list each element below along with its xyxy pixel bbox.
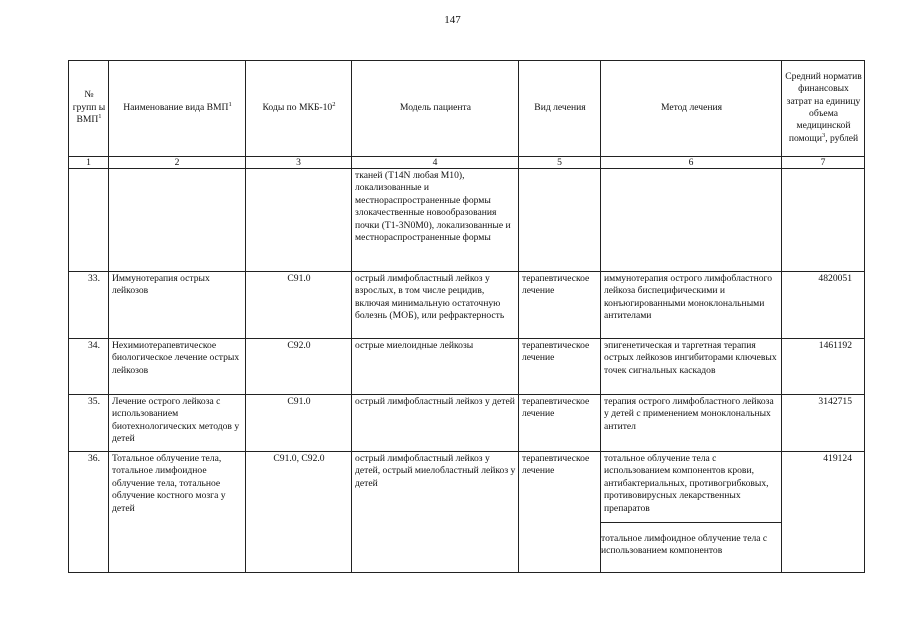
page-number: 147	[444, 14, 461, 26]
table-row	[69, 272, 865, 339]
cost-cell: 419124	[782, 452, 865, 573]
vmp-name-cell: Иммунотерапия острых лейкозов	[109, 272, 246, 339]
column-number: 1	[69, 157, 109, 169]
treatment-method-cell: иммунотерапия острого лимфобластного лейкоза биспецифическими и конъюгированными моноклональными антителами	[601, 272, 782, 339]
icd-code-cell: C92.0	[246, 339, 352, 395]
treatment-type-cell: терапевтическое лечение	[519, 395, 601, 452]
cost-cell: 3142715	[782, 395, 865, 452]
icd-code-cell: C91.0	[246, 272, 352, 339]
vmp-name-cell: Лечение острого лейкоза с использованием биотехнологических методов у детей	[109, 395, 246, 452]
table-row	[69, 452, 865, 573]
vmp-table	[68, 60, 865, 573]
treatment-type-cell: терапевтическое лечение	[519, 272, 601, 339]
column-number: 2	[109, 157, 246, 169]
treatment-type-cell: терапевтическое лечение	[519, 339, 601, 395]
column-number: 5	[519, 157, 601, 169]
column-number: 7	[782, 157, 865, 169]
patient-model-cell: острые миелоидные лейкозы	[352, 339, 519, 395]
treatment-method-cell	[601, 452, 782, 573]
column-number: 3	[246, 157, 352, 169]
patient-model-cell: острый лимфобластный лейкоз у детей	[352, 395, 519, 452]
column-number: 6	[601, 157, 782, 169]
treatment-method-cell: эпигенетическая и таргетная терапия острых лейкозов ингибиторами ключевых точек сигнальных каскадов	[601, 339, 782, 395]
continuation-row	[69, 169, 865, 272]
icd-code-cell: C91.0	[246, 395, 352, 452]
header-icd-codes: Коды по МКБ-$10^2$	[246, 61, 352, 157]
patient-model-cell: острый лимфобластный лейкоз у взрослых, в том числе рецидив, включая минимальную остаточную болезнь (МОБ), или рефрактерность	[352, 272, 519, 339]
header-treatment-method: Метод лечения	[601, 61, 782, 157]
header-group-number: № групп ы ВМП$^1$	[69, 61, 109, 157]
header-average-cost: Средний норматив финансовых затрат на единицу объема медицинской помощи$^3$, рублей	[782, 61, 865, 157]
vmp-name-cell: Нехимиотерапевтическое биологическое лечение острых лейкозов	[109, 339, 246, 395]
treatment-method-text: тотальное лимфоидное облучение тела с использованием компонентов	[601, 522, 781, 558]
icd-code-cell: C91.0, C92.0	[246, 452, 352, 573]
treatment-method-text: тотальное облучение тела с использованием компонентов крови, антибактериальных, противогрибковых, противовирусных лекарственных препаратов	[604, 453, 769, 514]
cost-cell: 1461192	[782, 339, 865, 395]
column-number: 4	[352, 157, 519, 169]
table-row	[69, 339, 865, 395]
table-row	[69, 395, 865, 452]
vmp-name-cell: Тотальное облучение тела, тотальное лимфоидное облучение тела, тотальное облучение костного мозга у детей	[109, 452, 246, 573]
header-patient-model: Модель пациента	[352, 61, 519, 157]
header-treatment-type: Вид лечения	[519, 61, 601, 157]
column-numbering-row	[69, 157, 865, 169]
table-header-row	[69, 61, 865, 157]
cost-cell: 4820051	[782, 272, 865, 339]
patient-model-cell: тканей (T14N любая M10), локализованные и местнораспространенные формы злокачественные новообразования почки (T1-3N0M0), локализованные и местнораспространенные формы	[352, 169, 519, 272]
group-number-cell: 35.	[69, 395, 109, 452]
treatment-method-cell: терапия острого лимфобластного лейкоза у детей с применением моноклональных антител	[601, 395, 782, 452]
group-number-cell: 34.	[69, 339, 109, 395]
header-vmp-name: Наименование вида ВМП$^1$	[109, 61, 246, 157]
group-number-cell: 33.	[69, 272, 109, 339]
group-number-cell: 36.	[69, 452, 109, 573]
patient-model-cell: острый лимфобластный лейкоз у детей, острый миелобластный лейкоз у детей	[352, 452, 519, 573]
treatment-type-cell: терапевтическое лечение	[519, 452, 601, 573]
